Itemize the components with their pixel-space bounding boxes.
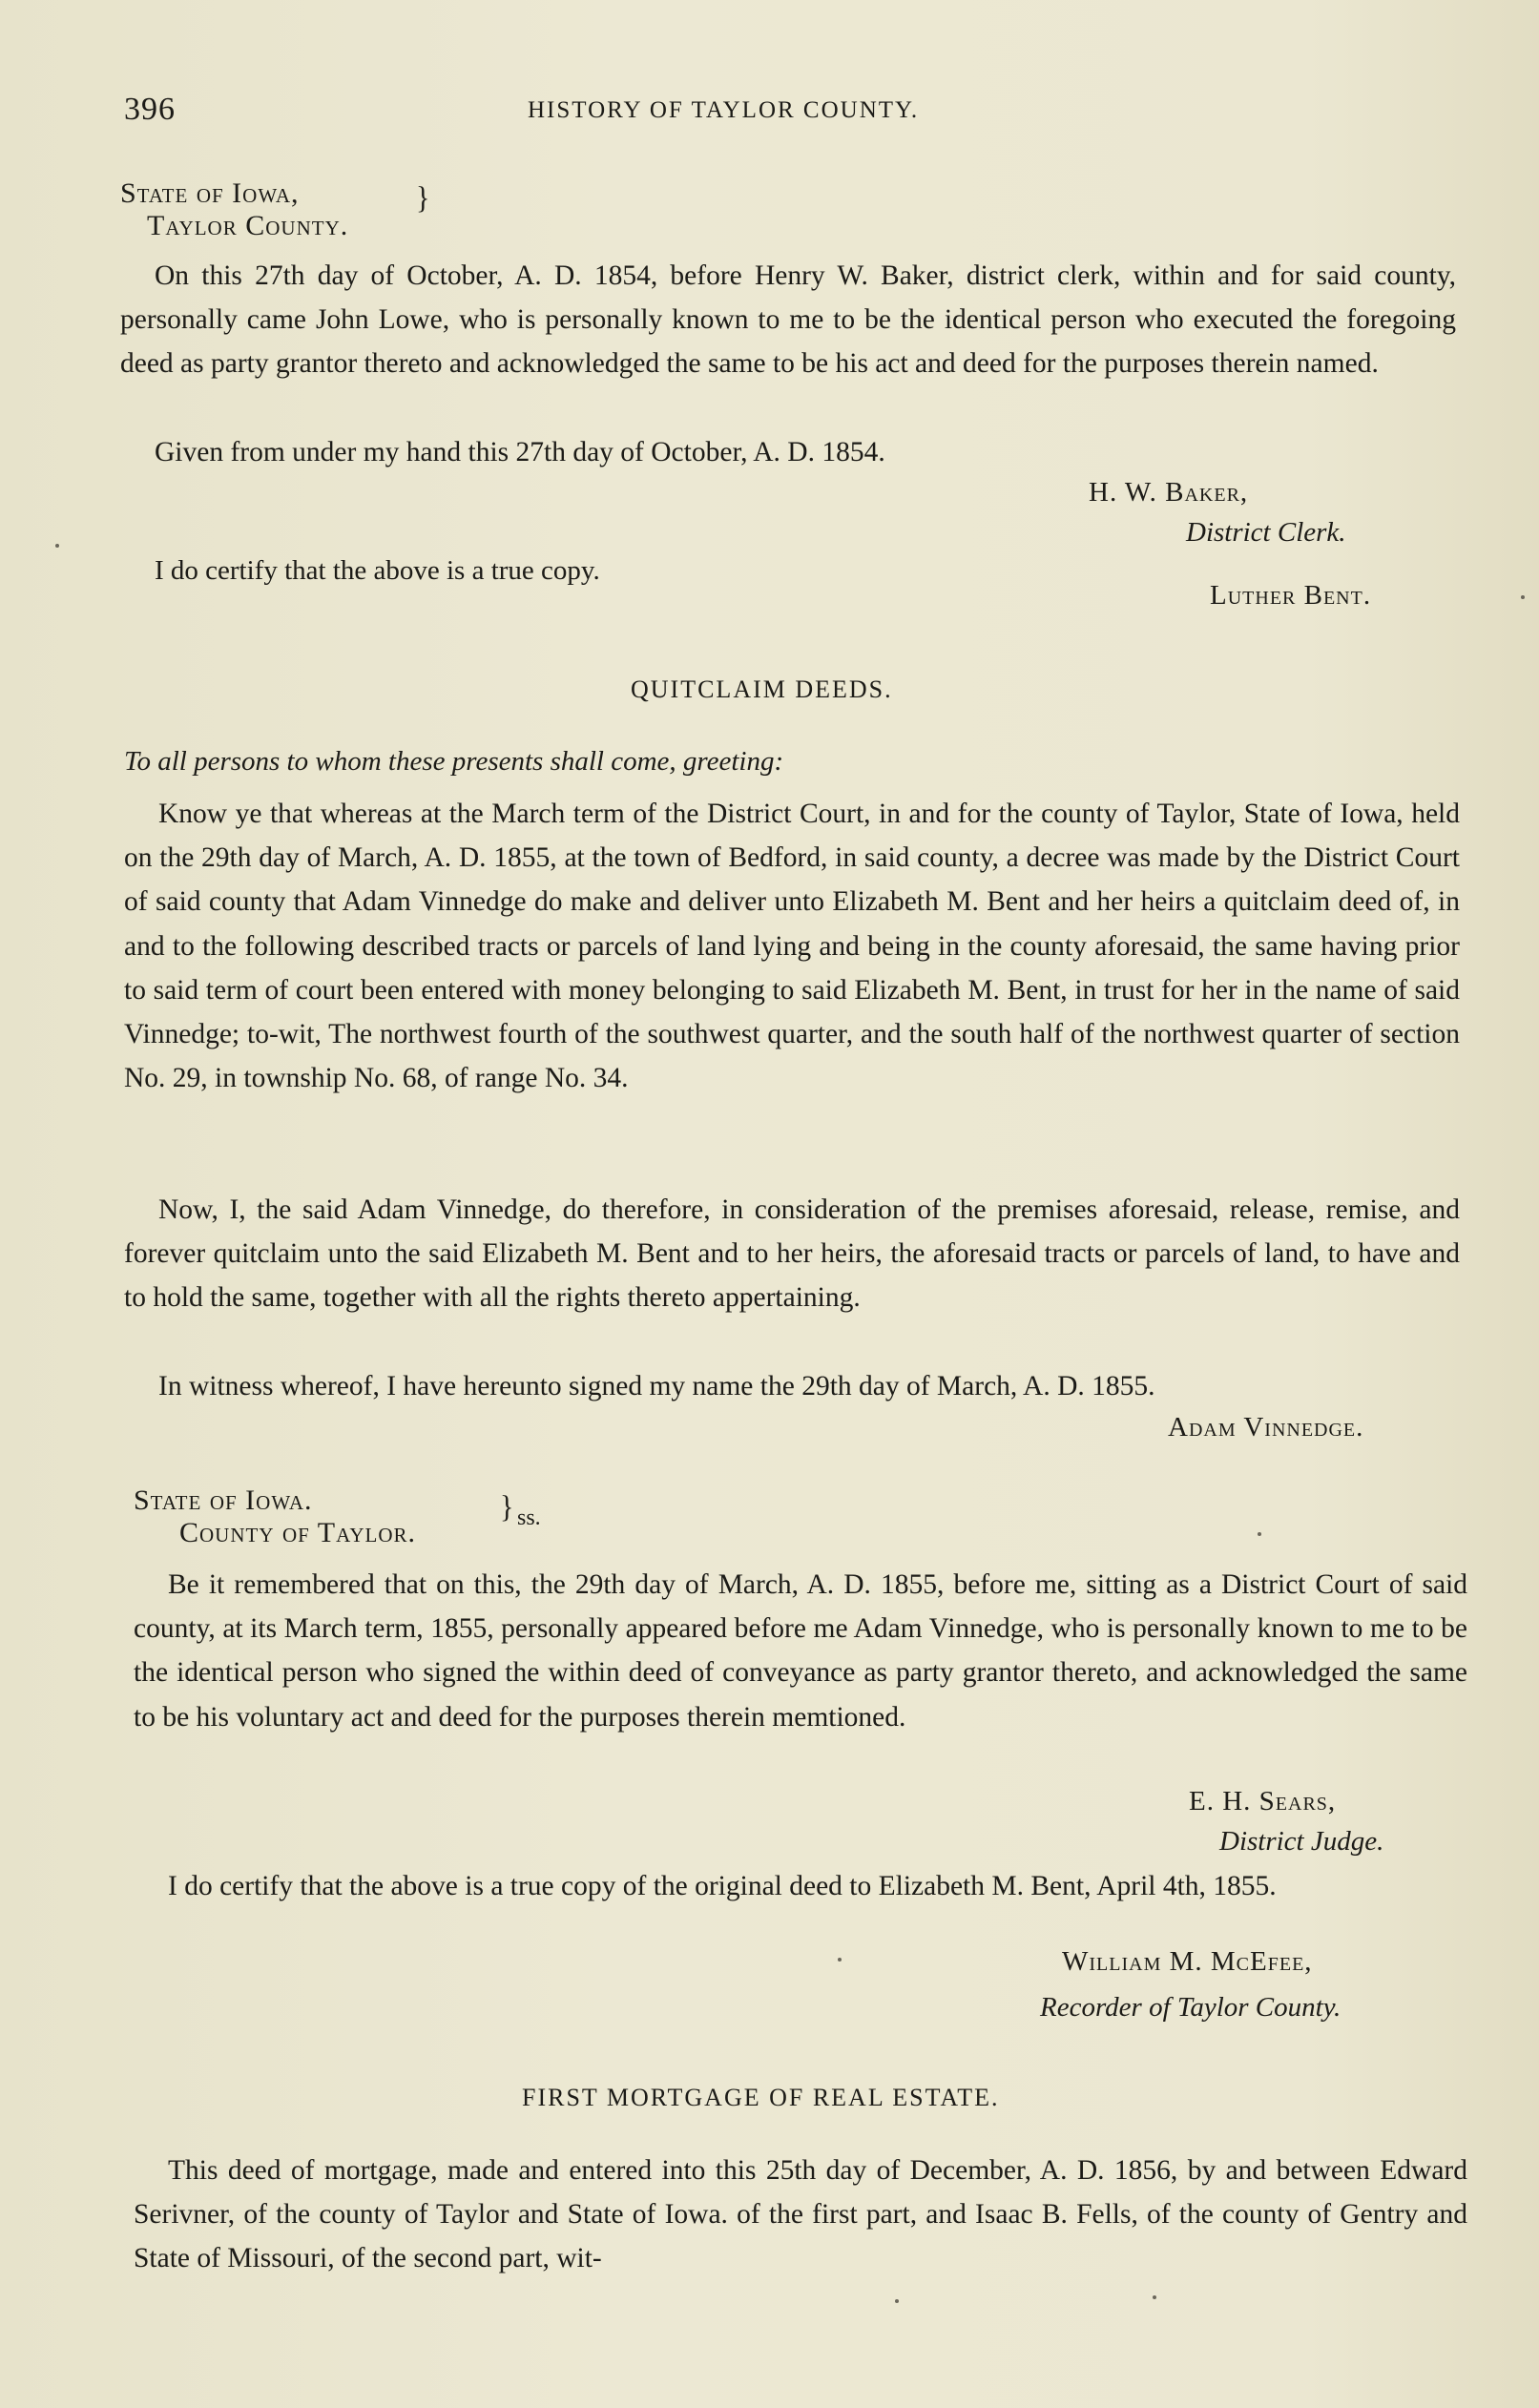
paper-speck: [1521, 595, 1525, 599]
ack2-recorder-name: William M. McEfee,: [1062, 1946, 1313, 1977]
page-number: 396: [124, 92, 176, 127]
ack1-body: On this 27th day of October, A. D. 1854, before Henry W. Baker, district clerk, within and for said county, personally came John Lowe, who is personally known to me to be the identical person who executed the foregoing deed as party grantor thereto and acknowledged the same to be his act and deed for the purposes therein named.: [120, 260, 1456, 380]
ack2-signer-name: E. H. Sears,: [1189, 1786, 1337, 1816]
venue-brace-1: }: [416, 180, 430, 216]
ack2-signer-title: District Judge.: [1219, 1826, 1384, 1857]
venue-county-2: County of Taylor.: [179, 1517, 417, 1548]
paper-speck: [1153, 2295, 1156, 2299]
quitclaim-para-2: Now, I, the said Adam Vinnedge, do therefore, in consideration of the premises aforesaid, release, remise, and forever quitclaim unto the said Elizabeth M. Bent and to her heirs, the aforesaid tracts or parcels of land, to have and to hold the same, together with all the rights thereto appertaining.: [124, 1194, 1460, 1314]
ack2-certify: I do certify that the above is a true copy of the original deed to Elizabeth M. Bent, April 4th, 1855.: [168, 1871, 1277, 1901]
paper-speck: [838, 1958, 842, 1962]
paper-speck: [895, 2299, 899, 2303]
venue-county-1: Taylor County.: [147, 210, 349, 241]
mortgage-heading: FIRST MORTGAGE OF REAL ESTATE.: [522, 2084, 1000, 2111]
venue-state-2: State of Iowa.: [134, 1484, 313, 1516]
ack1-given: Given from under my hand this 27th day of October, A. D. 1854.: [155, 437, 885, 467]
quitclaim-salutation: To all persons to whom these presents shall come, greeting:: [124, 746, 784, 777]
ack1-certifier: Luther Bent.: [1210, 580, 1372, 611]
quitclaim-heading: QUITCLAIM DEEDS.: [631, 675, 893, 703]
mortgage-body: This deed of mortgage, made and entered into this 25th day of December, A. D. 1856, by and between Edward Serivner, of the county of Taylor and State of Iowa. of the first part, and Isaac B. Fells, of the county of Gentry and State of Missouri, of the second part, wit-: [134, 2155, 1467, 2274]
quitclaim-signer: Adam Vinnedge.: [1168, 1412, 1364, 1443]
ack1-signer-title: District Clerk.: [1186, 517, 1346, 548]
venue-state-1: State of Iowa,: [120, 177, 300, 209]
venue-brace-2: }: [500, 1489, 514, 1525]
venue-ss: ss.: [517, 1505, 541, 1530]
ack2-body: Be it remembered that on this, the 29th day of March, A. D. 1855, before me, sitting as a District Court of said county, at its March term, 1855, personally appeared before me Adam Vinnedge, who is personally known to me to be the identical person who signed the within deed of conveyance as party grantor thereto, and acknowledged the same to be his voluntary act and deed for the purposes therein memtioned.: [134, 1569, 1467, 1733]
paper-speck: [1258, 1532, 1261, 1536]
ack1-certify: I do certify that the above is a true copy.: [155, 555, 600, 586]
ack2-recorder-title: Recorder of Taylor County.: [1040, 1992, 1341, 2023]
ack1-signer-name: H. W. Baker,: [1089, 477, 1249, 508]
quitclaim-witness: In witness whereof, I have hereunto signed my name the 29th day of March, A. D. 1855.: [158, 1371, 1155, 1401]
running-title: HISTORY OF TAYLOR COUNTY.: [528, 97, 920, 123]
paper-speck: [55, 544, 59, 548]
quitclaim-para-1: Know ye that whereas at the March term of the District Court, in and for the county of Taylor, State of Iowa, held on the 29th day of March, A. D. 1855, at the town of Bedford, in said county, a decree was made by the District Court of said county that Adam Vinnedge do make and deliver unto Elizabeth M. Bent and her heirs a quitclaim deed of, in and to the following described tracts or parcels of land lying and being in the county aforesaid, the same having prior to said term of court been entered with money belonging to said Elizabeth M. Bent, in trust for her in the name of said Vinnedge; to-wit, The northwest fourth of the southwest quarter, and the south half of the northwest quarter of section No. 29, in township No. 68, of range No. 34.: [124, 799, 1460, 1094]
